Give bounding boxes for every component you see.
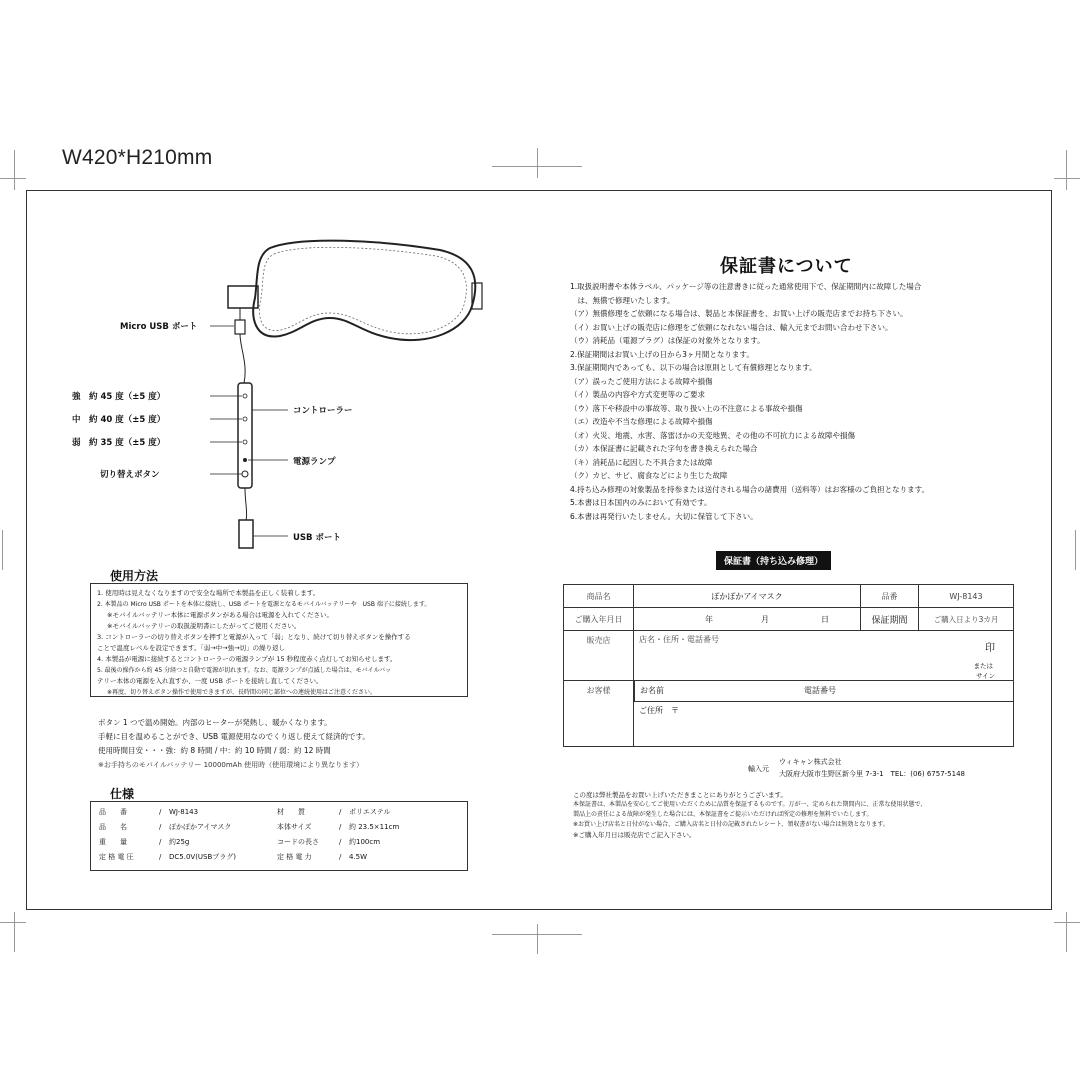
warranty-line: （カ）本保証書に記載された字句を書き換えられた場合 (570, 444, 758, 453)
model-label: 品番 (861, 585, 919, 608)
purchase-date-label: ご購入年月日 (564, 608, 634, 631)
purchase-date-field[interactable]: 年 月 日 (634, 608, 861, 631)
shop-field[interactable]: 店名・住所・電話番号 印 または サイン (634, 631, 1014, 681)
warranty-line: （ア）無償修理をご依頼になる場合は、製品と本保証書を、お買い上げの販売店までお持ち下さい。 (570, 309, 908, 318)
customer-field (634, 681, 1014, 747)
usage-line: 4. 本製品が電源に接続するとコントローラーの電源ランプが 15 秒程度赤く点灯してお知らせします。 (97, 655, 397, 663)
warranty-line: 2.保証期間はお買い上げの日から3ヶ月間となります。 (570, 349, 754, 359)
warranty-line: （オ）火災、地震、水害、落雷ほかの天変地異、その他の不可抗力による故障や損傷 (570, 430, 855, 440)
customer-label: お客様 (564, 681, 634, 747)
warranty-line: （エ）改造や不当な修理による故障や損傷 (570, 417, 713, 426)
warranty-line: 3.保証期間内であっても、以下の場合は原則として有償修理となります。 (570, 363, 817, 372)
disclaimer: この度は弊社製品をお買い上げいただきまことにありがとうございます。 本保証書は、本製品を安心してご使用いただくために品質を保証するものです。万が一、定められた期間内に、正常な使用状態で、 製品上の責任による故障が発生した場合には、本保証書をご提示いただければ所定の修理を無料でいたします。 ※お買い上げ店名と日付がない場合、ご購入店名と日付の記載されたレシート、領収書がない場合は無効となります。 ※ご購入年月日は販売店でご記入下さい。 (573, 791, 927, 839)
usage-line: ※モバイルバッテリーの取扱説明書にしたがってご使用ください。 (107, 622, 301, 630)
label-usb-port: USB ポート (293, 533, 341, 543)
label-micro-usb-port: Micro USB ポート (120, 322, 198, 332)
warranty-text (570, 280, 1020, 523)
label-strong: 強 約 45 度（±5 度） (72, 392, 166, 402)
label-power-lamp: 電源ランプ (293, 457, 336, 467)
model-value: WJ-8143 (919, 585, 1014, 608)
or-sign-1: または (973, 662, 993, 670)
eye-mask-diagram (210, 228, 500, 558)
customer-address-row[interactable]: ご住所 〒 (639, 706, 679, 715)
usage-line: テリー本体の電源を入れ直すか、一度 USB ポートを接続し直してください。 (97, 677, 323, 685)
warranty-line: 4.持ち込み修理の対象製品を持参または送付される場合の諸費用（送料等）はお客様のご負担となります。 (570, 484, 930, 494)
size-label: W420*H210mm (62, 146, 213, 169)
warranty-line: （ウ）消耗品（電源プラグ）は保証の対象外となります。 (570, 336, 765, 345)
spec-title: 仕様 (110, 787, 135, 801)
warranty-line: 1.取扱説明書や本体ラベル、パッケージ等の注意書きに従った通常使用下で、保証期間内に故障した場合 (570, 282, 922, 291)
warranty-line: （ウ）落下や移設中の事故等、取り扱い上の不注意による事故や損傷 (570, 403, 803, 413)
label-controller: コントローラー (293, 406, 353, 416)
usage-note: ボタン 1 つで温め開始。内部のヒーターが発熱し、暖かくなります。 (98, 718, 332, 727)
importer-company: ウィキャン株式会社 (779, 758, 842, 766)
usage-title: 使用方法 (110, 569, 159, 583)
label-weak: 弱 約 35 度（±5 度） (72, 438, 166, 448)
spec-row: 品 名 / ぽかぽかアイマスク 本体サイズ / 約 23.5×11cm (99, 822, 400, 831)
shop-label: 販売店 (564, 631, 634, 681)
spec-row: 定 格 電 圧 / DC5.0V(USBプラグ) 定 格 電 力 / 4.5W (99, 852, 368, 861)
customer-name-row[interactable]: お名前 電話番号 (634, 681, 1013, 702)
product-name-label: 商品名 (564, 585, 634, 608)
usage-line: ことで温度レベルを設定できます。「弱→中→強→切」の繰り返し (97, 644, 286, 652)
usage-footnote: ※お手持ちのモバイルバッテリー 10000mAh 使用時（使用環境により異なります） (98, 761, 364, 769)
usage-line: ※モバイルバッテリー本体に電源ボタンがある場合は電源を入れてください。 (107, 611, 333, 619)
period-value: ご購入日より3カ月 (919, 608, 1014, 631)
usage-line: ※再度、切り替えボタン操作で使用できますが、長時間の同じ部位への連続使用はご注意ください。 (107, 689, 377, 696)
label-medium: 中 約 40 度（±5 度） (72, 415, 166, 425)
warranty-line: （イ）お買い上げの販売店に修理をご依頼になれない場合は、輸入元までお問い合わせ下さい。 (570, 322, 893, 332)
product-name-value: ぽかぽかアイマスク (634, 585, 861, 608)
warranty-title: 保証書について (720, 256, 853, 277)
importer-address: 大阪府大阪市生野区新今里 7-3-1 TEL：(06) 6757-5148 (779, 770, 965, 778)
spec-row: 重 量 / 約25g コードの長さ / 約100cm (99, 837, 381, 846)
importer-label: 輸入元 (748, 765, 769, 773)
usage-note: 手軽に目を温めることができ、USB 電源使用なのでくり返し使えて経済的です。 (98, 732, 370, 741)
label-switch-button: 切り替えボタン (100, 470, 160, 480)
warranty-line: （キ）消耗品に起因した不具合または故障 (570, 457, 713, 467)
usage-line: 1. 使用時は見えなくなりますので安全な場所で本製品を正しく装着します。 (97, 589, 320, 597)
warranty-line: （イ）製品の内容や方式変更等のご要求 (570, 390, 705, 399)
warranty-line: （ク）カビ、サビ、腐食などにより生じた故障 (570, 471, 728, 480)
period-label: 保証期間 (861, 608, 919, 631)
warranty-card (563, 584, 1014, 747)
warranty-card-badge: 保証書（持ち込み修理） (716, 551, 831, 570)
usage-note: 使用時間目安・・・強：約 8 時間 / 中：約 10 時間 / 弱：約 12 時間 (98, 746, 331, 755)
usage-box (90, 583, 468, 697)
seal-mark: 印 (985, 643, 995, 654)
or-sign-2: サイン (975, 672, 995, 680)
warranty-line: 5.本書は日本国内のみにおいて有効です。 (570, 498, 712, 507)
warranty-line: は、無償で修理いたします。 (570, 295, 675, 305)
usage-line: 5. 最後の操作から約 45 分経つと自動で電源が切れます。なお、電源ランプが点滅した場合は、モバイルバッ (97, 667, 392, 674)
spec-row: 品 番 / WJ-8143 材 質 / ポリエステル (99, 807, 391, 816)
warranty-line: 6.本書は再発行いたしません。大切に保管して下さい。 (570, 511, 758, 521)
usage-line: 2. 本製品の Micro USB ポートを本体に接続し、USB ポートを電源となるモバイルバッテリーや USB 端子に接続します。 (97, 601, 431, 608)
spec-box (90, 801, 468, 871)
usage-line: 3. コントローラーの切り替えボタンを押すと電源が入って「弱」となり、続けて切り替えボタンを操作する (97, 633, 411, 641)
warranty-line: （ア）誤ったご使用方法による故障や損傷 (570, 376, 713, 386)
usage-notes (98, 716, 370, 772)
